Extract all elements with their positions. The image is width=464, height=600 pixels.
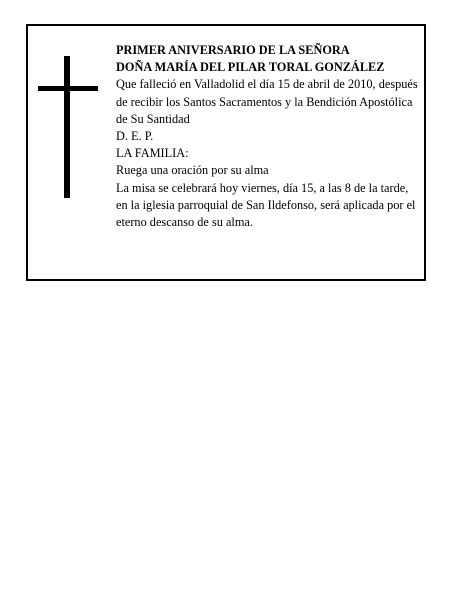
family-heading: LA FAMILIA: (116, 146, 189, 161)
cross-icon (38, 56, 98, 198)
dep-text: D. E. P. (116, 129, 154, 144)
obituary-text (116, 42, 421, 231)
cross-horizontal-bar (38, 86, 98, 91)
prayer-request: Ruega una oración por su alma (116, 163, 269, 178)
obituary-notice (26, 24, 426, 281)
title-line-2: DOÑA MARÍA DEL PILAR TORAL GONZÁLEZ (116, 60, 385, 75)
title-line-1: PRIMER ANIVERSARIO DE LA SEÑORA (116, 43, 350, 57)
death-notice: Que falleció en Valladolid el día 15 de abril de 2010, después de recibir los Santos Sacramentos y la Bendición Apostólica de Su Santidad (116, 77, 418, 126)
mass-info: La misa se celebrará hoy viernes, día 15, a las 8 de la tarde, en la iglesia parroquial de San Ildefonso, será aplicada por el eterno descanso de su alma. (116, 180, 416, 230)
cross-vertical-bar (64, 56, 70, 198)
